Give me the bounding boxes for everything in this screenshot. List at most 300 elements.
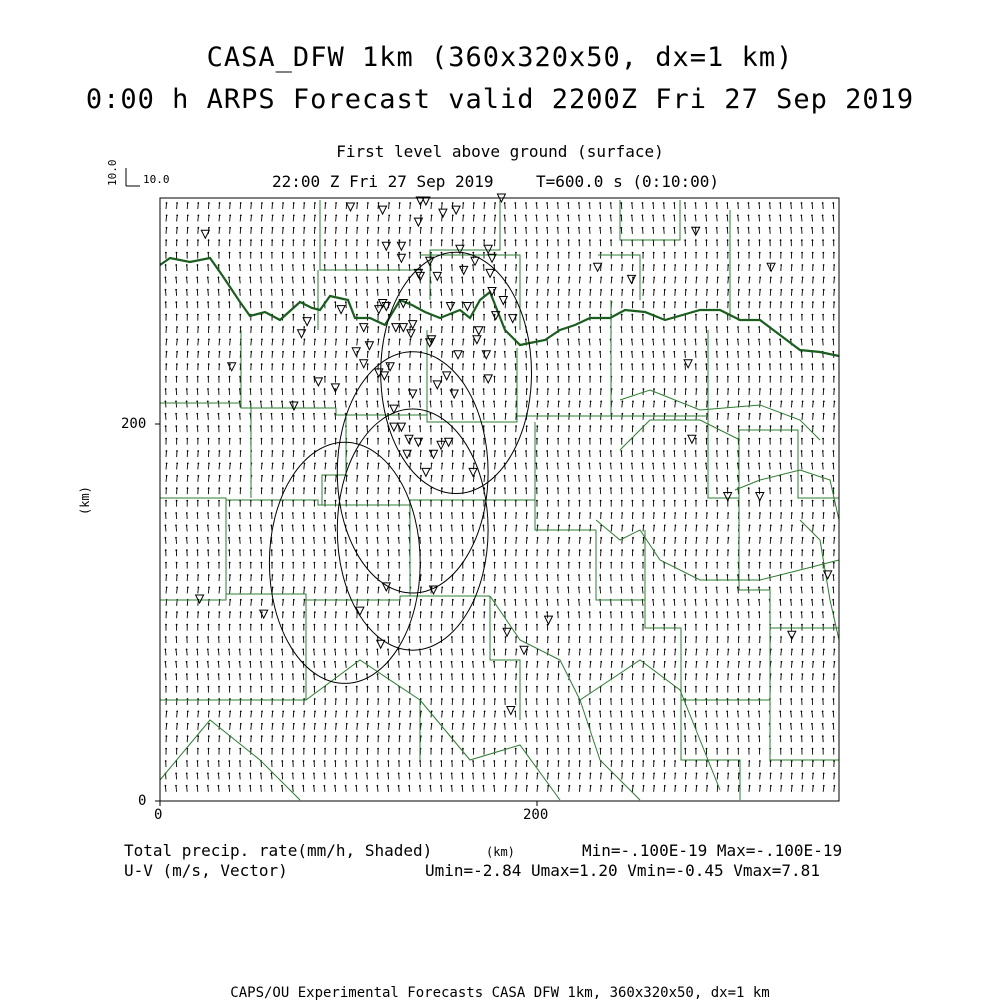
wind-vector-head — [293, 574, 295, 576]
wind-vector — [357, 724, 358, 730]
wind-vector-head — [187, 339, 189, 341]
wind-vector — [685, 352, 686, 358]
wind-vector — [706, 476, 707, 482]
wind-vector-head — [325, 574, 327, 576]
wind-vector-head — [461, 661, 463, 663]
wind-vector-head — [431, 574, 433, 576]
wind-vector-head — [367, 227, 369, 229]
wind-vector — [494, 773, 495, 779]
wind-vector-head — [207, 388, 209, 390]
wind-vector-head — [240, 475, 242, 477]
wind-vector-head — [302, 773, 304, 775]
wind-vector-head — [695, 301, 697, 303]
wind-vector-head — [420, 339, 422, 341]
wind-vector-head — [409, 376, 411, 378]
wind-vector-head — [483, 401, 485, 403]
wind-vector-head — [653, 525, 655, 527]
wind-vector — [219, 228, 220, 234]
wind-vector — [632, 401, 633, 407]
wind-vector — [441, 277, 442, 283]
wind-vector — [452, 600, 453, 606]
wind-vector — [198, 476, 199, 482]
wind-vector-head — [536, 351, 538, 353]
wind-vector-head — [536, 239, 538, 241]
wind-vector-head — [451, 760, 453, 762]
wind-vector-head — [452, 611, 454, 613]
wind-vector-head — [526, 785, 528, 787]
wind-vector-head — [166, 587, 168, 589]
wind-vector-head — [610, 587, 612, 589]
wind-vector-head — [493, 549, 495, 551]
wind-vector-head — [366, 425, 368, 427]
wind-vector-head — [324, 785, 326, 787]
wind-vector-head — [515, 735, 517, 737]
wind-vector-head — [229, 487, 231, 489]
wind-vector — [611, 786, 612, 792]
wind-vector-head — [218, 376, 220, 378]
wind-vector — [632, 773, 633, 779]
wind-vector-head — [493, 785, 495, 787]
wind-vector-head — [409, 748, 411, 750]
wind-vector — [495, 339, 496, 345]
wind-vector — [303, 525, 304, 531]
wind-vector-head — [611, 264, 613, 266]
wind-vector-head — [695, 376, 697, 378]
wind-vector-head — [419, 289, 421, 291]
wind-vector-head — [165, 649, 167, 651]
wind-vector-head — [705, 363, 707, 365]
wind-vector — [483, 786, 484, 792]
wind-vector-head — [228, 525, 230, 527]
wind-vector-head — [282, 624, 284, 626]
wind-vector-head — [472, 537, 474, 539]
wind-vector-head — [642, 339, 644, 341]
wind-vector — [643, 414, 644, 420]
wind-vector-head — [483, 698, 485, 700]
wind-vector-head — [271, 264, 273, 266]
wind-vector-head — [578, 748, 580, 750]
wind-vector-head — [536, 202, 538, 204]
wind-vector — [516, 414, 517, 420]
wind-vector-head — [643, 401, 645, 403]
wind-vector-head — [250, 624, 252, 626]
wind-vector-head — [260, 388, 262, 390]
wind-vector — [219, 352, 220, 358]
wind-vector — [547, 215, 548, 221]
wind-vector-head — [441, 339, 443, 341]
wind-vector-head — [367, 215, 369, 217]
wind-vector-head — [356, 301, 358, 303]
wind-vector — [378, 215, 379, 221]
wind-vector-head — [176, 351, 178, 353]
wind-vector-head — [292, 525, 294, 527]
wind-vector-head — [314, 363, 316, 365]
wind-vector-head — [568, 289, 570, 291]
wind-vector-head — [462, 698, 464, 700]
wind-vector-head — [198, 215, 200, 217]
wind-vector — [611, 476, 612, 482]
wind-vector-head — [357, 475, 359, 477]
wind-vector-head — [696, 388, 698, 390]
wind-vector — [357, 203, 358, 209]
wind-vector — [654, 277, 655, 283]
wind-vector-head — [494, 748, 496, 750]
wind-vector-head — [642, 686, 644, 688]
wind-vector-head — [346, 326, 348, 328]
wind-vector-head — [483, 239, 485, 241]
wind-vector-head — [600, 401, 602, 403]
wind-vector — [675, 525, 676, 531]
wind-vector-head — [303, 748, 305, 750]
wind-vector-head — [219, 351, 221, 353]
wind-vector-head — [472, 301, 474, 303]
wind-vector — [218, 786, 219, 792]
wind-vector-head — [293, 351, 295, 353]
wind-vector-head — [675, 525, 677, 527]
wind-vector-head — [165, 264, 167, 266]
wind-vector-head — [196, 661, 198, 663]
wind-vector-head — [313, 661, 315, 663]
wind-vector — [409, 290, 410, 296]
wind-vector-head — [462, 351, 464, 353]
wind-vector-head — [684, 326, 686, 328]
wind-vector-head — [663, 438, 665, 440]
wind-vector — [378, 711, 379, 717]
wind-vector-head — [356, 326, 358, 328]
wind-vector-head — [620, 723, 622, 725]
wind-vector-head — [441, 574, 443, 576]
wind-vector-head — [175, 673, 177, 675]
wind-vector — [230, 215, 231, 221]
wind-vector-head — [706, 277, 708, 279]
wind-vector-head — [579, 785, 581, 787]
wind-vector-head — [261, 599, 263, 601]
wind-vector — [664, 215, 665, 221]
wind-vector — [685, 662, 686, 668]
wind-vector-head — [324, 401, 326, 403]
wind-vector-head — [695, 611, 697, 613]
wind-vector — [600, 352, 601, 358]
wind-vector — [600, 476, 601, 482]
wind-vector — [632, 587, 633, 593]
wind-vector-head — [218, 636, 220, 638]
wind-vector-head — [271, 785, 273, 787]
wind-vector-head — [440, 413, 442, 415]
wind-vector — [399, 600, 400, 606]
wind-vector — [442, 587, 443, 593]
wind-vector-head — [547, 438, 549, 440]
wind-vector — [611, 463, 612, 469]
wind-vector-head — [537, 388, 539, 390]
wind-vector-head — [695, 599, 697, 601]
wind-vector-head — [261, 351, 263, 353]
wind-vector — [452, 339, 453, 345]
wind-vector-head — [537, 785, 539, 787]
wind-vector — [378, 228, 379, 234]
wind-vector — [335, 662, 336, 668]
wind-vector-head — [653, 773, 655, 775]
wind-vector — [272, 476, 273, 482]
wind-vector — [643, 773, 644, 779]
wind-vector-head — [620, 711, 622, 713]
wind-vector-head — [240, 450, 242, 452]
wind-vector-head — [568, 698, 570, 700]
wind-vector — [272, 215, 273, 221]
wind-vector-head — [176, 500, 178, 502]
wind-vector-head — [261, 574, 263, 576]
wind-vector-head — [547, 512, 549, 514]
wind-vector — [643, 538, 644, 544]
wind-vector-head — [664, 277, 666, 279]
wind-vector-head — [642, 438, 644, 440]
wind-vector — [558, 203, 559, 209]
wind-vector-head — [387, 636, 389, 638]
wind-vector-head — [452, 326, 454, 328]
wind-vector-head — [303, 227, 305, 229]
wind-vector-head — [685, 277, 687, 279]
wind-vector-head — [293, 587, 295, 589]
wind-vector — [271, 649, 272, 655]
wind-vector-head — [493, 673, 495, 675]
wind-vector — [621, 215, 622, 221]
wind-vector — [622, 401, 623, 407]
wind-vector-head — [673, 227, 675, 229]
wind-vector — [579, 711, 580, 717]
wind-vector-head — [378, 735, 380, 737]
wind-vector-head — [579, 661, 581, 663]
wind-vector-head — [621, 549, 623, 551]
wind-vector-head — [388, 339, 390, 341]
wind-vector-head — [250, 686, 252, 688]
wind-vector — [536, 463, 537, 469]
wind-vector — [219, 711, 220, 717]
wind-vector-head — [387, 549, 389, 551]
wind-vector-head — [176, 475, 178, 477]
wind-vector-head — [600, 549, 602, 551]
wind-vector-head — [631, 202, 633, 204]
wind-vector — [346, 662, 347, 668]
wind-vector — [282, 290, 283, 296]
wind-vector-head — [366, 673, 368, 675]
wind-vector-head — [293, 723, 295, 725]
wind-vector-head — [674, 748, 676, 750]
wind-vector-head — [569, 649, 571, 651]
wind-vector-head — [165, 289, 167, 291]
wind-vector — [473, 724, 474, 730]
wind-vector-head — [472, 277, 474, 279]
wind-vector — [547, 724, 548, 730]
wind-vector-head — [324, 289, 326, 291]
wind-vector-head — [197, 301, 199, 303]
wind-vector-head — [515, 686, 517, 688]
wind-vector-head — [642, 562, 644, 564]
wind-vector-head — [620, 227, 622, 229]
wind-vector-head — [620, 339, 622, 341]
wind-vector — [219, 290, 220, 296]
wind-vector-head — [504, 363, 506, 365]
wind-vector-head — [515, 773, 517, 775]
wind-vector-head — [516, 785, 518, 787]
wind-vector-head — [430, 785, 432, 787]
wind-vector-head — [398, 401, 400, 403]
wind-vector-head — [377, 785, 379, 787]
wind-vector-head — [695, 438, 697, 440]
wind-vector-head — [335, 723, 337, 725]
wind-vector-head — [642, 549, 644, 551]
wind-vector — [590, 786, 591, 792]
wind-vector-head — [325, 611, 327, 613]
wind-vector — [664, 414, 665, 420]
wind-vector — [611, 277, 612, 283]
wind-vector-head — [546, 450, 548, 452]
wind-vector — [717, 215, 718, 221]
wind-vector-head — [419, 264, 421, 266]
wind-vector-head — [399, 339, 401, 341]
wind-vector-head — [621, 698, 623, 700]
wind-vector — [240, 203, 241, 209]
wind-vector-head — [451, 673, 453, 675]
wind-vector-head — [663, 748, 665, 750]
wind-vector-head — [303, 487, 305, 489]
wind-vector — [611, 773, 612, 779]
wind-vector-head — [240, 711, 242, 713]
wind-vector-head — [186, 401, 188, 403]
wind-vector-head — [579, 537, 581, 539]
wind-vector-head — [663, 450, 665, 452]
wind-vector-head — [526, 425, 528, 427]
wind-vector-head — [378, 215, 380, 217]
wind-vector-head — [620, 215, 622, 217]
wind-vector — [197, 773, 198, 779]
wind-vector-head — [314, 735, 316, 737]
wind-vector-head — [314, 611, 316, 613]
wind-vector-head — [685, 301, 687, 303]
wind-vector — [218, 662, 219, 668]
wind-vector — [314, 600, 315, 606]
wind-vector-head — [208, 748, 210, 750]
wind-vector-head — [399, 475, 401, 477]
wind-vector — [537, 649, 538, 655]
wind-vector-head — [632, 760, 634, 762]
wind-vector — [463, 463, 464, 469]
wind-vector-head — [473, 487, 475, 489]
wind-vector-head — [473, 227, 475, 229]
wind-vector — [569, 662, 570, 668]
wind-vector-head — [260, 413, 262, 415]
wind-vector-head — [356, 673, 358, 675]
wind-vector — [695, 215, 696, 221]
wind-vector-head — [240, 227, 242, 229]
wind-vector — [177, 600, 178, 606]
wind-vector-head — [345, 773, 347, 775]
wind-vector — [462, 277, 463, 283]
wind-vector — [653, 339, 654, 345]
wind-vector-head — [165, 748, 167, 750]
wind-vector-head — [461, 525, 463, 527]
wind-vector-head — [621, 363, 623, 365]
wind-vector-head — [611, 537, 613, 539]
wind-vector — [473, 352, 474, 358]
wind-vector-head — [186, 500, 188, 502]
wind-vector-head — [346, 611, 348, 613]
wind-vector-head — [377, 649, 379, 651]
wind-vector — [250, 662, 251, 668]
wind-vector — [251, 600, 252, 606]
wind-vector-head — [314, 698, 316, 700]
wind-vector — [272, 414, 273, 420]
wind-vector-head — [557, 363, 559, 365]
wind-vector-head — [631, 487, 633, 489]
wind-vector-head — [664, 512, 666, 514]
wind-vector-head — [356, 363, 358, 365]
wind-vector-head — [281, 512, 283, 514]
wind-vector-head — [272, 326, 274, 328]
wind-vector-head — [271, 760, 273, 762]
wind-vector-head — [461, 289, 463, 291]
wind-vector-head — [621, 376, 623, 378]
wind-vector — [165, 525, 166, 531]
wind-vector-head — [536, 487, 538, 489]
wind-vector — [410, 724, 411, 730]
wind-vector — [654, 414, 655, 420]
wind-vector-head — [440, 760, 442, 762]
wind-vector — [219, 463, 220, 469]
wind-vector-head — [525, 574, 527, 576]
wind-vector-head — [186, 549, 188, 551]
wind-vector-head — [218, 401, 220, 403]
wind-vector-head — [239, 512, 241, 514]
wind-vector-head — [578, 215, 580, 217]
wind-vector-head — [663, 202, 665, 204]
wind-vector — [430, 662, 431, 668]
wind-vector-head — [494, 227, 496, 229]
wind-vector-head — [208, 611, 210, 613]
wind-vector — [674, 215, 675, 221]
wind-vector-head — [505, 264, 507, 266]
wind-vector-head — [642, 301, 644, 303]
wind-vector-head — [536, 562, 538, 564]
wind-vector-head — [219, 215, 221, 217]
wind-vector-head — [431, 475, 433, 477]
wind-vector-head — [281, 537, 283, 539]
wind-vector-head — [260, 425, 262, 427]
wind-vector-head — [569, 525, 571, 527]
wind-vector-head — [239, 438, 241, 440]
wind-vector-head — [621, 760, 623, 762]
wind-vector-head — [313, 512, 315, 514]
wind-vector-head — [196, 785, 198, 787]
wind-vector-head — [631, 574, 633, 576]
wind-vector-head — [218, 562, 220, 564]
wind-vector-head — [525, 723, 527, 725]
wind-vector-head — [282, 252, 284, 254]
wind-vector-head — [420, 363, 422, 365]
wind-vector-head — [590, 413, 592, 415]
wind-vector — [685, 538, 686, 544]
wind-vector — [674, 339, 675, 345]
wind-vector-head — [207, 252, 209, 254]
wind-vector — [430, 538, 431, 544]
wind-vector-head — [367, 463, 369, 465]
wind-vector — [495, 203, 496, 209]
wind-vector — [643, 401, 644, 407]
wind-vector-head — [526, 562, 528, 564]
wind-vector — [548, 401, 549, 407]
wind-vector — [463, 587, 464, 593]
wind-vector-head — [675, 661, 677, 663]
wind-vector-head — [260, 525, 262, 527]
wind-vector — [463, 215, 464, 221]
